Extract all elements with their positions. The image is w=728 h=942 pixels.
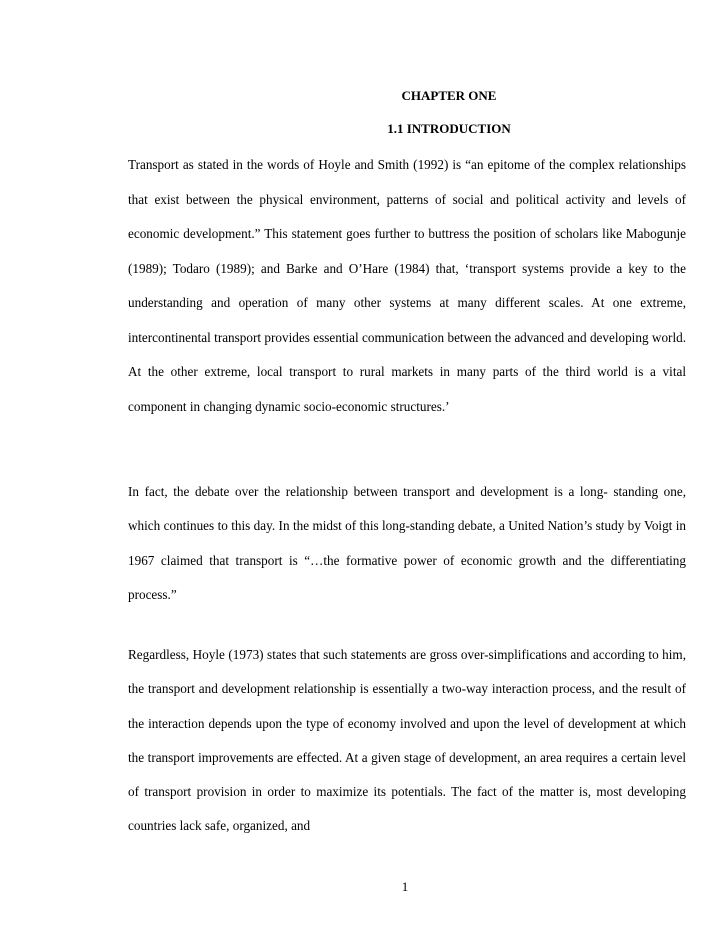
chapter-title: CHAPTER ONE	[401, 88, 497, 103]
paragraph-3: Regardless, Hoyle (1973) states that such statements are gross over-simplifications and according to him, the transport and development relationship is essentially a two-way interaction process, and the result of the interaction depends upon the type of economy involved and upon the level of development at which the transport improvements are effected. At a given stage of development, an area requires a certain level of transport provision in order to maximize its potentials. The fact of the matter is, most developing countries lack safe, organized, and	[128, 647, 686, 834]
paragraph-1: Transport as stated in the words of Hoyle and Smith (1992) is “an epitome of the complex relationships that exist between the physical environment, patterns of social and political activity and levels of economic development.” This statement goes further to buttress the position of scholars like Mabogunje (1989); Todaro (1989); and Barke and O’Hare (1984) that, ‘transport systems provide a key to the understanding and operation of many other systems at many different scales. At one extreme, intercontinental transport provides essential communication between the advanced and developing world. At the other extreme, local transport to rural markets in many parts of the third world is a vital component in changing dynamic socio-economic structures.’	[128, 157, 686, 414]
page-number: 1	[401, 879, 409, 894]
paragraph-2: In fact, the debate over the relationship between transport and development is a long- standing one, which continues to this day. In the midst of this long-standing debate, a United Nation’s study by Voigt in 1967 claimed that transport is “…the formative power of economic growth and the differentiating process.”	[128, 484, 686, 603]
section-title: 1.1 INTRODUCTION	[387, 121, 511, 136]
